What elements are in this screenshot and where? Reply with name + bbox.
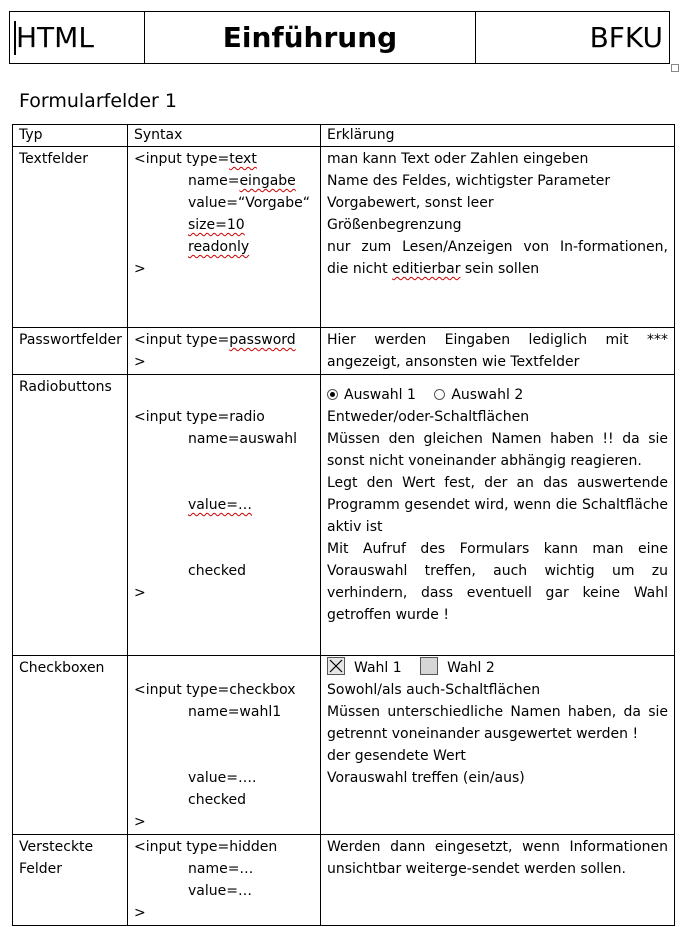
table-row-textfelder [13,147,675,328]
syntax-part: value=… [188,497,252,513]
spacer [134,723,314,745]
text-cursor [14,21,16,55]
typ-checkbox: Checkboxen [13,656,128,835]
checkbox-checked-icon[interactable] [327,657,345,675]
checkbox-demo [327,657,668,679]
erkl-hidden: Werden dann eingesetzt, wenn Informationen unsichtbar weiterge-sendet werden sollen. [321,835,675,926]
checkbox-label: Wahl 1 [354,660,402,676]
erkl-line: Legt den Wert fest, der an das auswertende Programm gesendet wird, wenn die Schaltfläche aktiv ist [327,475,668,535]
erkl-passwort: Hier werden Eingaben lediglich mit *** angezeigt, ansonsten wie Textfelder [321,328,675,375]
syntax-line: > [134,814,146,830]
spacer [134,516,314,538]
table-row-radio [13,375,675,656]
col-header-erklaerung: Erklärung [321,125,675,147]
erkl-checkbox [321,656,675,835]
typ-radio: Radiobuttons [13,375,128,656]
erkl-part: sein sollen [460,261,540,277]
table-row-checkbox [13,656,675,835]
syntax-line: name=… [188,861,254,877]
typ-passwort: Passwortfelder [13,328,128,375]
spacer [134,745,314,767]
erkl-line: man kann Text oder Zahlen eingeben [327,151,589,167]
syntax-line [134,170,314,192]
syntax-line [134,148,314,170]
header-left [10,12,145,64]
erkl-line: Müssen unterschiedliche Namen haben, da sie getrennt voneinander ausgewertet werden ! [327,704,668,742]
spacer [134,450,314,472]
syntax-line: > [134,905,146,921]
radio-option-2[interactable] [434,387,523,403]
syntax-line: value=… [188,883,252,899]
syntax-line: > [134,585,146,601]
syntax-line: <input type=checkbox [134,682,296,698]
erkl-line: Vorauswahl treffen (ein/aus) [327,770,525,786]
syntax-line [134,329,314,351]
erkl-line [327,236,668,280]
syntax-hidden [128,835,321,926]
syntax-line: value=“Vorgabe“ [188,195,311,211]
table-row-passwort [13,328,675,375]
syntax-checkbox [128,656,321,835]
spacer [134,538,314,560]
erkl-part: nur zum Lesen/Anzeigen von In-formationen, die nicht [327,239,668,277]
syntax-part: size=10 [188,217,245,233]
header-center: Einführung [145,12,476,64]
syntax-line: > [134,261,146,277]
erkl-line: der gesendete Wert [327,748,466,764]
spacer [134,472,314,494]
syntax-part: eingabe [239,173,296,189]
spacer [134,376,314,398]
syntax-line: name=wahl1 [188,704,282,720]
syntax-part: <input type= [134,332,230,348]
erkl-radio [321,375,675,656]
typ-hidden: Versteckte Felder [13,835,128,926]
syntax-textfelder [128,147,321,328]
erkl-textfelder [321,147,675,328]
syntax-part: password [229,332,296,348]
erkl-line: Name des Feldes, wichtigster Parameter [327,173,611,189]
syntax-line [134,494,314,516]
erkl-line: Größenbegrenzung [327,217,462,233]
syntax-part: name= [188,173,240,189]
syntax-part: text [229,151,257,167]
checkbox-label: Wahl 2 [447,660,495,676]
erkl-part: editierbar [392,261,461,277]
erkl-line: Vorgabewert, sonst leer [327,195,494,211]
checkbox-unchecked-icon[interactable] [420,657,438,675]
radio-label: Auswahl 1 [344,387,416,403]
syntax-part: <input type= [134,151,230,167]
table-row-hidden [13,835,675,926]
col-header-syntax: Syntax [128,125,321,147]
checkbox-option-1[interactable] [327,660,402,676]
col-header-typ: Typ [13,125,128,147]
spacer [134,398,314,406]
syntax-line [134,236,314,258]
checkbox-option-2[interactable] [420,660,495,676]
syntax-line: <input type=radio [134,409,265,425]
typ-textfelder: Textfelder [13,147,128,328]
syntax-radio [128,375,321,656]
header-table [9,11,670,64]
syntax-table [12,124,675,926]
syntax-line [134,214,314,236]
syntax-passwort [128,328,321,375]
resize-handle[interactable] [671,64,679,72]
syntax-line: checked [188,792,246,808]
header-left-text: HTML [16,21,94,54]
syntax-line: checked [188,563,246,579]
header-right: BFKU [476,12,670,64]
spacer [134,657,314,679]
syntax-part: readonly [188,239,250,255]
table-header-row [13,125,675,147]
syntax-line: value=…. [188,770,257,786]
radio-option-1[interactable] [327,387,416,403]
radio-demo [327,376,668,406]
syntax-line: <input type=hidden [134,839,278,855]
section-title: Formularfelder 1 [19,90,177,112]
erkl-line: Mit Aufruf des Formulars kann man eine Vorauswahl treffen, auch wichtig um zu verhindern, dass eventuell gar keine Wahl getroffen wurde ! [327,541,668,623]
erkl-line: Entweder/oder-Schaltflächen [327,409,530,425]
syntax-line: > [134,354,146,370]
radio-unchecked-icon[interactable] [434,389,445,400]
radio-checked-icon[interactable] [327,389,338,400]
radio-label: Auswahl 2 [451,387,524,403]
syntax-line: name=auswahl [188,431,297,447]
erkl-line: Müssen den gleichen Namen haben !! da sie sonst nicht voneinander abhängig reagieren. [327,431,668,469]
erkl-line: Sowohl/als auch-Schaltflächen [327,682,541,698]
